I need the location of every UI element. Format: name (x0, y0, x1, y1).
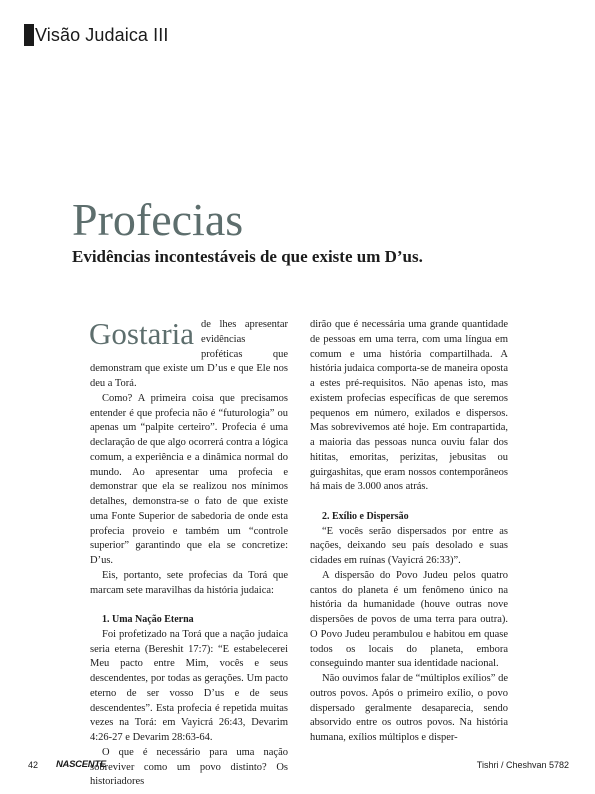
section-marker (24, 24, 34, 46)
paragraph: Não ouvimos falar de “múltiplos exílios” de outros povos. Após o primeiro exílio, o povo dispersado geralmente desaparecia, sendo absorvido entre os outros povos. Na história humana, exílios múltiplos e disper- (310, 673, 508, 743)
paragraph: Foi profetizado na Torá que a nação judaica seria eterna (Bereshit 17:7): “E estabelecerei Meu pacto entre Mim, vocês e seus descendentes, por todas as gerações. Um pacto eterno de ser vosso D’us e de seus descendentes”. Esta profecia é repetida muitas vezes na Torá: em Vayicrá 26:43, Devarim 4:26-27 e Devarim 28:63-64. (90, 628, 288, 743)
subheading-2: 2. Exílio e Dispersão (322, 510, 409, 522)
page-number: 42 (28, 760, 39, 770)
right-column (310, 318, 508, 746)
magazine-logo: NASCENTE (56, 759, 106, 770)
intro-text: de lhes apresentar evidências proféticas que demonstram que existe um D’us e que Ele nos deu a Torá. (90, 319, 288, 389)
issue-date: Tishri / Cheshvan 5782 (476, 760, 569, 770)
paragraph: dirão que é necessária uma grande quantidade de pessoas em uma terra, com uma língua em comum e uma história compartilhada. A história judaica comporta-se de maneira oposta a estes pré-requisitos. Não apenas isto, mas existem profecias específicas de que seremos pequenos em número, exilados e dispersos. Mas sobrevivemos até hoje. Em contrapartida, a maioria das pessoas nunca ouviu falar dos hititas, emoritas, perizitas, jebusitas ou guirgashitas, que eram nossos contemporâneos há mais de 3.000 anos atrás. (310, 319, 508, 493)
paragraph: “E vocês serão dispersados por entre as nações, deixando seu país desolado e suas cidades em ruínas (Vayicrá 26:33)”. (310, 525, 508, 566)
section-title: Visão Judaica III (35, 25, 169, 45)
subheading-1: 1. Uma Nação Eterna (102, 614, 194, 625)
intro-paragraph (90, 318, 288, 392)
article-title: Profecias (72, 194, 244, 245)
section-header (24, 24, 168, 46)
page-footer (0, 760, 595, 774)
dropcap: Gostaria (89, 316, 195, 351)
paragraph: Eis, portanto, sete profecias da Torá que marcam sete maravilhas da história judaica: (90, 569, 288, 596)
left-column (90, 318, 288, 790)
paragraph: Como? A primeira coisa que precisamos entender é que profecia não é “futurologia” ou apenas um “palpite certeiro”. Profecia é uma declaração de que algo ocorrerá contra a lógica comum, a experiência e a dinâmica normal do mundo. Ao apresentar uma profecia e demonstrar que ela se realizou nos mínimos detalhes, demonstra-se o fato de que existe uma Fonte Superior de sabedoria de onde esta profecia proveio e também um “controle superior” garantindo que ela se concretize: D’us. (90, 392, 288, 566)
article-subtitle: Evidências incontestáveis de que existe um D’us. (72, 247, 423, 266)
paragraph: O que é necessário para uma nação sobreviver como um povo distinto? Os historiadores (90, 746, 288, 788)
paragraph: A dispersão do Povo Judeu pelos quatro cantos do planeta é um fenômeno único na história da humanidade (houve outras nove dispersões de povos de uma terra para outra). O Povo Judeu perambulou e habitou em quase todos os locais do planeta, embora conseguindo manter sua identidade nacional. (310, 569, 508, 670)
